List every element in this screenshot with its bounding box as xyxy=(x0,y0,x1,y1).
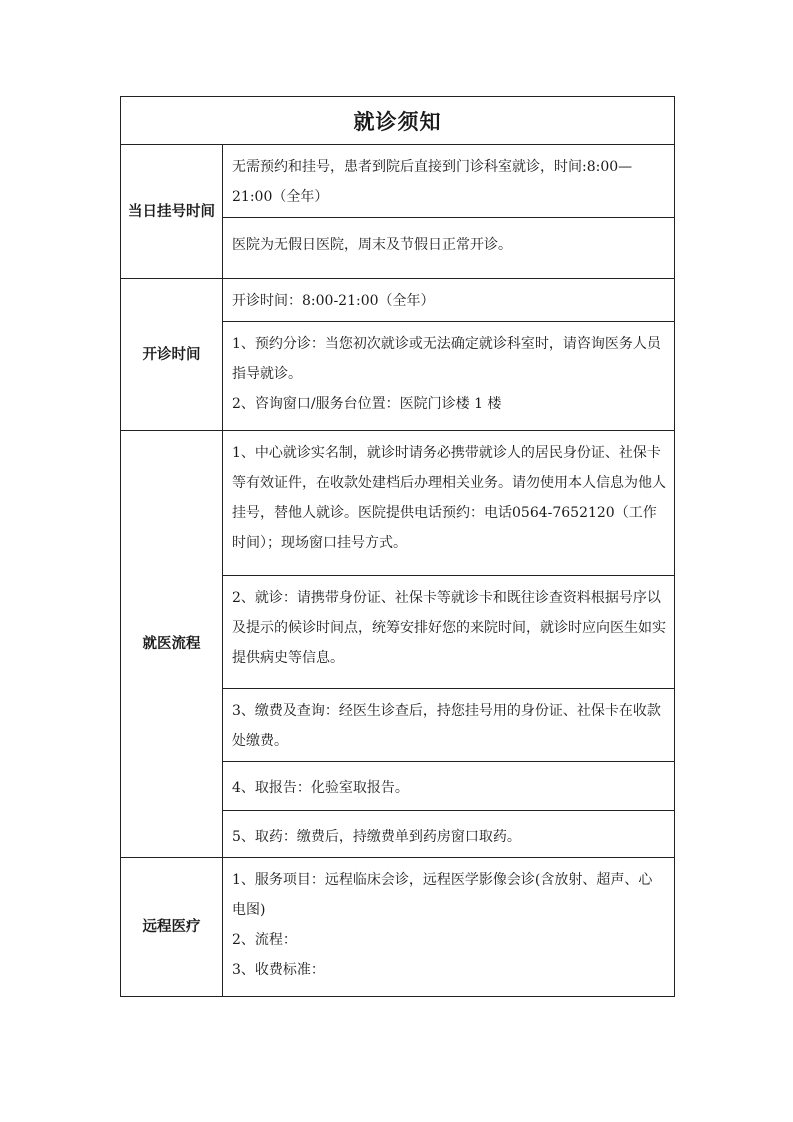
triage-text: 1、预约分诊：当您初次就诊或无法确定就诊科室时，请咨询医务人员指导就诊。 xyxy=(232,336,661,382)
process-step-3-cell xyxy=(223,689,675,762)
remote-detail-cell xyxy=(223,858,675,997)
hours-label: 开诊时间 xyxy=(121,279,223,431)
remote-row xyxy=(121,858,675,997)
process-step-2-cell xyxy=(223,576,675,689)
remote-process-text: 2、流程： xyxy=(232,932,297,948)
registration-row-1 xyxy=(121,145,675,218)
remote-services-text: 1、服务项目：远程临床会诊，远程医学影像会诊(含放射、超声、心电图) xyxy=(232,872,653,918)
process-step-4-cell xyxy=(223,762,675,811)
registration-label: 当日挂号时间 xyxy=(121,145,223,279)
hours-row-1 xyxy=(121,279,675,322)
document-title: 就诊须知 xyxy=(121,97,675,145)
notice-table xyxy=(120,96,675,997)
process-step-5-cell xyxy=(223,811,675,858)
hours-time-text: 开诊时间：8:00-21:00（全年） xyxy=(232,293,435,309)
process-row-1 xyxy=(121,431,675,576)
process-step-1-text: 1、中心就诊实名制，就诊时请务必携带就诊人的居民身份证、社保卡等有效证件，在收款处建档后办理相关业务。请勿使用本人信息为他人挂号，替他人就诊。医院提供电话预约：电话0564-7652120（工作时间）；现场窗口挂号方式。 xyxy=(232,445,666,551)
service-desk-text: 2、咨询窗口/服务台位置：医院门诊楼 1 楼 xyxy=(232,396,502,412)
process-step-5-text: 5、取药：缴费后，持缴费单到药房窗口取药。 xyxy=(232,829,521,845)
notice-document xyxy=(120,96,674,997)
process-step-1-cell xyxy=(223,431,675,576)
holiday-text: 医院为无假日医院，周末及节假日正常开诊。 xyxy=(232,237,512,253)
registration-time-cell xyxy=(223,145,675,218)
process-step-3-text: 3、缴费及查询：经医生诊查后，持您挂号用的身份证、社保卡在收款处缴费。 xyxy=(232,703,661,749)
hours-time-cell xyxy=(223,279,675,322)
process-step-2-text: 2、就诊：请携带身份证、社保卡等就诊卡和既往诊查资料根据号序以及提示的候诊时间点，统筹安排好您的来院时间，就诊时应向医生如实提供病史等信息。 xyxy=(232,590,666,666)
title-row xyxy=(121,97,675,145)
process-step-4-text: 4、取报告：化验室取报告。 xyxy=(232,780,409,796)
hours-detail-cell xyxy=(223,322,675,431)
holiday-cell xyxy=(223,218,675,279)
process-label: 就医流程 xyxy=(121,431,223,858)
registration-time-text: 无需预约和挂号，患者到院后直接到门诊科室就诊，时间:8:00—21:00（全年） xyxy=(232,159,633,205)
remote-fee-text: 3、收费标准： xyxy=(232,962,325,978)
remote-label: 远程医疗 xyxy=(121,858,223,997)
